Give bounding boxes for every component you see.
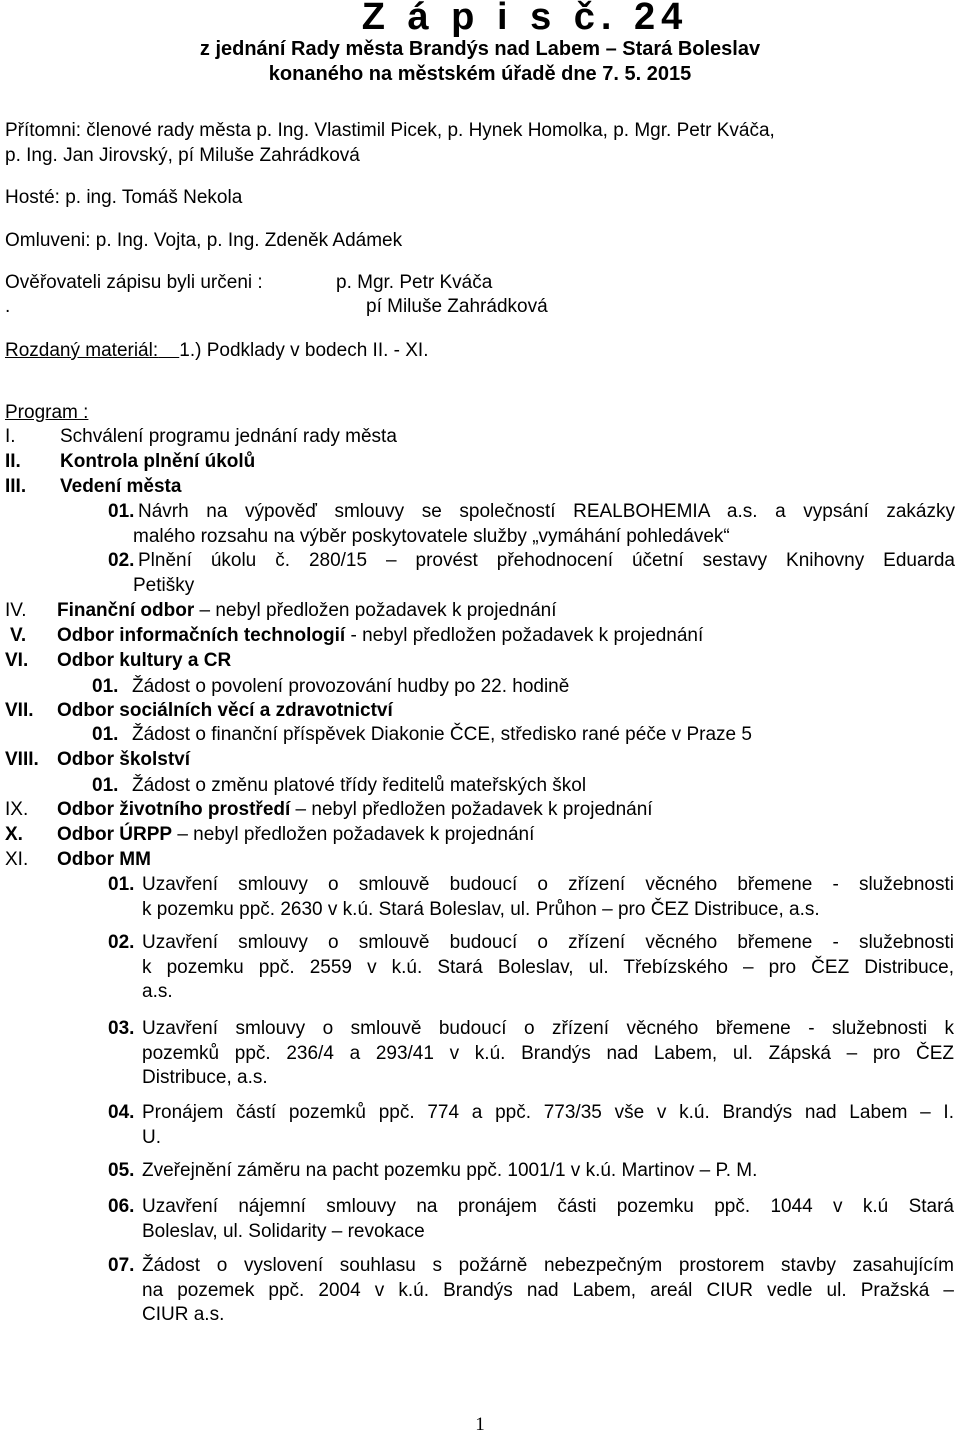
meeting-subtitle: z jednání Rady města Brandýs nad Labem – Stará Boleslav xyxy=(199,38,761,60)
verifier-2: pí Miluše Zahrádková xyxy=(366,296,548,317)
mm-item-text: Uzavření smlouvy o smlouvě budoucí o zřízení věcného břemene - služebnosti xyxy=(142,932,954,953)
program-item-V: V. Odbor informačních technologií - nebyl předložen požadavek k projednání xyxy=(10,625,704,646)
mm-item-continuation xyxy=(142,1043,954,1065)
mm-item xyxy=(108,1018,954,1040)
program-item-XI: XI. Odbor MM xyxy=(5,849,151,870)
page-number: 1 xyxy=(475,1414,485,1435)
mm-item xyxy=(108,1255,954,1277)
mm-item-text: k pozemku ppč. 2630 v k.ú. Stará Boleslav, ul. Průhon – pro ČEZ Distribuce, a.s. xyxy=(142,898,820,920)
mm-item-number: 02. xyxy=(108,932,135,953)
subitem-VI-01: 01. Žádost o povolení provozování hudby po 22. hodině xyxy=(92,676,570,697)
mm-item-continuation xyxy=(142,1221,425,1243)
program-item-I: I. Schválení programu jednání rady města xyxy=(5,426,397,447)
materials-line xyxy=(5,340,429,362)
materials-value: 1.) Podklady v bodech II. - XI. xyxy=(179,340,429,361)
mm-item-text: Zveřejnění záměru na pacht pozemku ppč. 1001/1 v k.ú. Martinov – P. M. xyxy=(142,1160,758,1181)
mm-item-text: Uzavření nájemní smlouvy na pronájem části pozemku ppč. 1044 v k.ú Stará xyxy=(142,1196,954,1217)
mm-item-text: a.s. xyxy=(142,981,173,1002)
mm-item-continuation xyxy=(142,1280,954,1302)
meeting-date-line: konaného na městském úřadě dne 7. 5. 2015 xyxy=(268,63,692,85)
mm-item-text: Žádost o vyslovení souhlasu s požárně nebezpečným prostorem stavby zasahujícím xyxy=(142,1255,954,1276)
mm-item-number: 06. xyxy=(108,1196,135,1217)
mm-item-text: Uzavření smlouvy o smlouvě budoucí o zřízení věcného břemene - služebnosti xyxy=(142,874,954,895)
materials-label: Rozdaný materiál: xyxy=(5,340,159,361)
program-item-II: II. Kontrola plnění úkolů xyxy=(5,451,256,472)
mm-item-text: Distribuce, a.s. xyxy=(142,1067,268,1088)
subitem-VIII-01: 01. Žádost o změnu platové třídy ředitelů mateřských škol xyxy=(92,775,587,796)
mm-item-number: 04. xyxy=(108,1102,135,1123)
program-item-X: X. Odbor ÚRPP – nebyl předložen požadavek k projednání xyxy=(5,824,535,845)
mm-item-text: Uzavření smlouvy o smlouvě budoucí o zřízení věcného břemene - služebnosti k xyxy=(142,1018,954,1039)
mm-item-continuation xyxy=(142,1067,268,1089)
mm-item xyxy=(108,932,954,954)
subitem-III-02-cont: Petišky xyxy=(133,575,195,596)
mm-item xyxy=(108,1160,757,1182)
program-item-IX: IX. Odbor životního prostředí – nebyl předložen požadavek k projednání xyxy=(5,799,653,820)
mm-item xyxy=(108,1196,954,1218)
mm-item-number: 07. xyxy=(108,1255,135,1276)
program-item-III: III. Vedení města xyxy=(5,476,182,497)
present-line-1: Přítomni: členové rady města p. Ing. Vlastimil Picek, p. Hynek Homolka, p. Mgr. Petr Kváča, xyxy=(5,120,775,141)
program-item-VIII: VIII. Odbor školství xyxy=(5,749,191,770)
verifiers-label: Ověřovateli zápisu byli určeni : xyxy=(5,272,263,293)
verifier-dot: . xyxy=(5,296,11,317)
verifier-1: p. Mgr. Petr Kváča xyxy=(336,272,493,293)
mm-item xyxy=(108,874,954,896)
program-heading: Program : xyxy=(5,402,89,423)
mm-item-text: pozemků ppč. 236/4 a 293/41 v k.ú. Brandýs nad Labem, ul. Zápská – pro ČEZ xyxy=(142,1042,954,1064)
mm-item-text: Pronájem částí pozemků ppč. 774 a ppč. 773/35 vše v k.ú. Brandýs nad Labem – I. xyxy=(142,1102,954,1123)
mm-item-text: U. xyxy=(142,1126,161,1148)
mm-item-continuation xyxy=(142,981,173,1003)
program-item-IV: IV. Finanční odbor – nebyl předložen požadavek k projednání xyxy=(5,600,557,621)
mm-item-number: 05. xyxy=(108,1160,135,1181)
mm-item-text: Boleslav, ul. Solidarity – revokace xyxy=(142,1220,425,1242)
guests-line: Hosté: p. ing. Tomáš Nekola xyxy=(5,187,243,208)
subitem-III-02: 02. Plnění úkolu č. 280/15 – provést přehodnocení účetní sestavy Knihovny Eduarda xyxy=(108,550,955,571)
excused-line: Omluveni: p. Ing. Vojta, p. Ing. Zdeněk Adámek xyxy=(5,230,403,251)
mm-item-number: 01. xyxy=(108,874,135,895)
mm-item-text: na pozemek ppč. 2004 v k.ú. Brandýs nad Labem, areál CIUR vedle ul. Pražská – xyxy=(142,1279,954,1301)
subitem-III-01-cont: malého rozsahu na výběr poskytovatele služby „vymáhání pohledávek“ xyxy=(133,526,730,547)
mm-item-text: k pozemku ppč. 2559 v k.ú. Stará Boleslav, ul. Třebízského – pro ČEZ Distribuce, xyxy=(142,956,954,978)
mm-item-continuation xyxy=(142,1304,224,1326)
mm-item-text: CIUR a.s. xyxy=(142,1304,225,1325)
program-item-VI: VI. Odbor kultury a CR xyxy=(5,650,232,671)
mm-item-continuation xyxy=(142,1127,161,1149)
present-line-2: p. Ing. Jan Jirovský, pí Miluše Zahrádková xyxy=(5,145,360,166)
mm-item-continuation xyxy=(142,957,954,979)
mm-item-continuation xyxy=(142,899,820,921)
subitem-III-01: 01. Návrh na výpověď smlouvy se společností REALBOHEMIA a.s. a vypsání zakázky xyxy=(108,501,955,522)
program-item-VII: VII. Odbor sociálních věcí a zdravotnictví xyxy=(5,700,393,721)
mm-item xyxy=(108,1102,954,1124)
document-title: Z á p i s č. 24 xyxy=(361,0,689,38)
materials-underline xyxy=(158,340,179,361)
subitem-VII-01: 01. Žádost o finanční příspěvek Diakonie ČCE, středisko rané péče v Praze 5 xyxy=(92,724,752,745)
mm-item-number: 03. xyxy=(108,1018,135,1039)
